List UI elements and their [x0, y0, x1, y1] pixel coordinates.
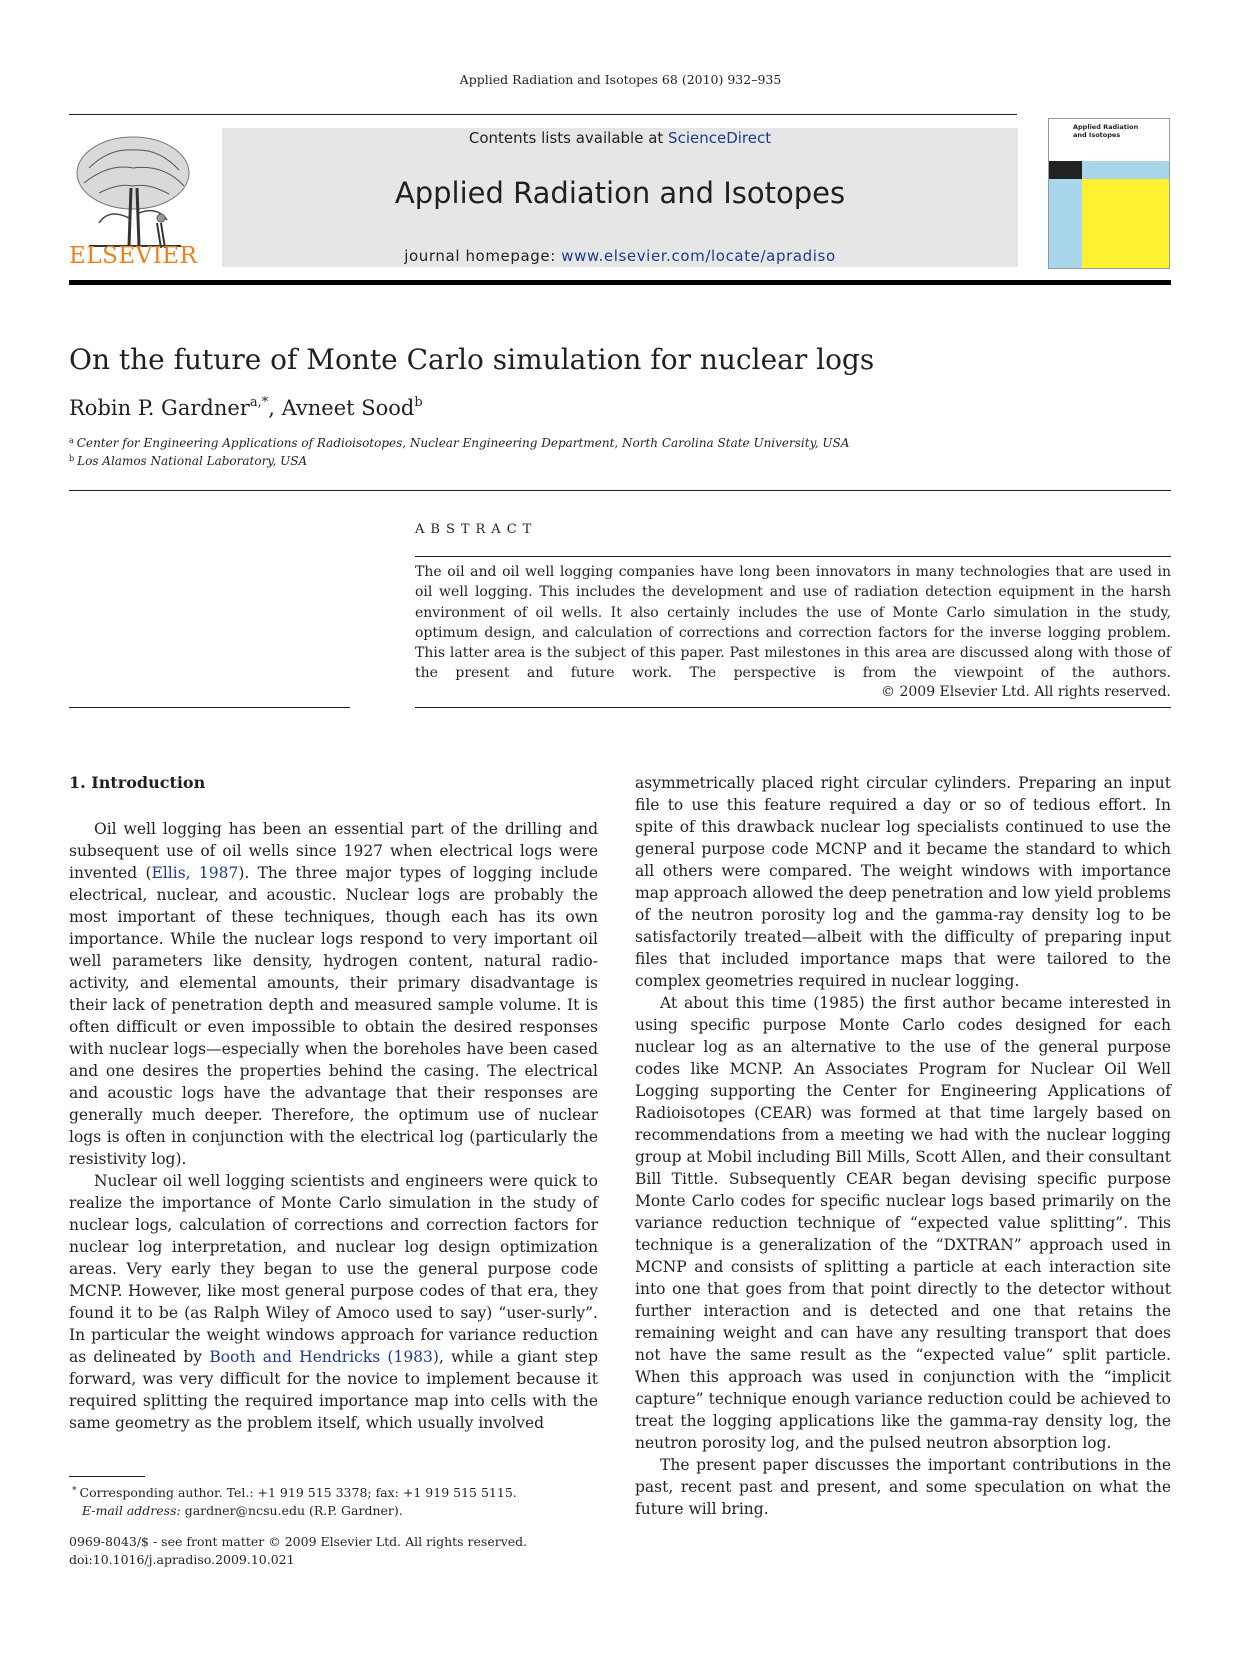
- homepage-line: [222, 247, 1018, 265]
- elsevier-wordmark[interactable]: ELSEVIER: [69, 243, 198, 269]
- article-info-rule: [69, 707, 350, 708]
- running-head: Applied Radiation and Isotopes 68 (2010) 932–935: [459, 72, 782, 87]
- body-column-left: [69, 818, 598, 1434]
- homepage-link[interactable]: www.elsevier.com/locate/apradiso: [561, 247, 836, 265]
- body-column-right: [635, 772, 1171, 1520]
- cover-band-blue-side: [1049, 179, 1082, 268]
- abstract-text: The oil and oil well logging companies have long been innovators in many technologies that are used in oil well logging. This includes the development and use of radiation detection equipment in the harsh environment of oil wells. It also certainly includes the use of Monte Carlo simulation in the study, optimum design, and calculation of corrections and correction factors for the inverse logging problem. This latter area is the subject of this paper. Past milestones in this area are discussed along with those of the present and future work. The perspective is from the viewpoint of the authors.: [415, 564, 1171, 682]
- paragraph-2: [69, 1170, 598, 1434]
- front-matter-info: [69, 1533, 527, 1569]
- abstract-heading: ABSTRACT: [415, 522, 538, 537]
- cover-title: Applied Radiation and Isotopes: [1073, 123, 1139, 139]
- author-2[interactable]: Avneet Sood: [281, 396, 415, 420]
- paragraph-5: The present paper discusses the important contributions in the past, recent past and present, and some speculation on what the future will bring.: [635, 1456, 1171, 1518]
- footnote-line-2: [82, 1502, 517, 1520]
- cover-band-dark: [1049, 161, 1082, 179]
- affiliation-b-mark: b: [69, 454, 75, 463]
- affiliation-b-text: Los Alamos National Laboratory, USA: [77, 454, 308, 468]
- affiliation-rule: [69, 490, 1171, 491]
- paragraph-3: asymmetrically placed right circular cylinders. Preparing an input file to use this feature required a day or so of tedious effort. In spite of this drawback nuclear log specialists continued to use the general purpose code MCNP and it became the standard to which all others were compared. The weight windows with importance map approach allowed the deep penetration and low yield problems of the neutron porosity log and the gamma-ray density log to be satisfactorily treated—albeit with the difficulty of preparing input files that included importance maps that were tailored to the complex geometries required in nuclear logging.: [635, 774, 1171, 990]
- footnote-rule: [69, 1476, 145, 1477]
- citation-booth-hendricks-1983[interactable]: Booth and Hendricks (1983): [209, 1348, 439, 1366]
- email-label: E-mail address:: [82, 1503, 185, 1518]
- affiliation-b: [69, 454, 307, 468]
- paragraph-2-text-a: Nuclear oil well logging scientists and engineers were quick to realize the importance of Monte Carlo simulation in the study of nuclear logs, calculation of corrections and correction factors for nuclear log interpretation, and nuclear log design optimization areas. Very early they began to use the general purpose code MCNP. However, like most general purpose codes of that era, they found it to be (as Ralph Wiley of Amoco used to say) “user-surly”. In particular the weight windows approach for variance reduction as delineated by: [69, 1172, 598, 1366]
- homepage-prefix: journal homepage:: [404, 247, 562, 265]
- paragraph-1-text-b: ). The three major types of logging include electrical, nuclear, and acoustic. Nuclear logs are probably the most important of these techniques, though each has its own importance. While the nuclear logs respond to very important oil well parameters like density, hydrogen content, natural radio-activity, and elemental amounts, their primary disadvantage is their lack of penetration depth and measured sample volume. It is often difficult or even impossible to obtain the desired responses with nuclear logs—especially when the boreholes have been cased and one desires the properties behind the casing. The electrical and acoustic logs have the advantage that their responses are generally much deeper. Therefore, the optimum use of nuclear logs is often in conjunction with the electrical log (particularly the resistivity log).: [69, 864, 598, 1168]
- masthead-thick-rule: [69, 280, 1171, 285]
- authors-line: [69, 395, 423, 420]
- affiliation-a-mark: a: [69, 436, 74, 445]
- cover-band-yellow: [1082, 179, 1169, 268]
- journal-cover-thumbnail[interactable]: [1048, 118, 1170, 269]
- corresponding-author-footnote: [72, 1482, 517, 1520]
- contents-prefix: Contents lists available at: [468, 129, 669, 147]
- article-title: On the future of Monte Carlo simulation for nuclear logs: [69, 343, 875, 376]
- footnote-contact: Corresponding author. Tel.: +1 919 515 3378; fax: +1 919 515 5115.: [79, 1485, 517, 1500]
- footnote-mark: *: [72, 1486, 77, 1496]
- paragraph-1: [69, 818, 598, 1170]
- citation-ellis-1987[interactable]: Ellis, 1987: [151, 864, 239, 882]
- paragraph-4: At about this time (1985) the first author became interested in using specific purpose Monte Carlo codes designed for each nuclear log as an alternative to the use of the general purpose codes like MCNP. An Associates Program for Nuclear Oil Well Logging supporting the Center for Engineering Applications of Radioisotopes (CEAR) was formed at that time largely based on recommendations from a meeting we had with the nuclear logging group at Mobil including Bill Mills, Scott Allen, and their consultant Bill Tittle. Subsequently CEAR began devising specific purpose Monte Carlo codes for specific nuclear logs based primarily on the variance reduction technique of “expected value splitting”. This technique is a generalization of the “DXTRAN” approach used in MCNP and consists of splitting a particle at each interaction site into one that goes from that point directly to the detector without further interaction and is detected and one that retains the remaining weight and can have any resulting transport that does not have the same result as the “expected value” split particle. When this approach was used in conjunction with the “implicit capture” technique enough variance reduction could be achieved to treat the logging applications like the gamma-ray density log, the neutron porosity log, and the pulsed neutron absorption log.: [635, 994, 1171, 1452]
- author-separator: ,: [268, 396, 282, 420]
- journal-title: Applied Radiation and Isotopes: [394, 176, 846, 210]
- abstract-top-rule: [415, 556, 1171, 557]
- email-address[interactable]: gardner@ncsu.edu (R.P. Gardner).: [184, 1503, 403, 1518]
- footnote-line-1: [72, 1482, 517, 1502]
- author-1-affiliation-mark[interactable]: a,*: [249, 395, 269, 410]
- author-2-affiliation-mark[interactable]: b: [414, 395, 423, 410]
- affiliation-a-text: Center for Engineering Applications of Radioisotopes, Nuclear Engineering Department, North Carolina State University, USA: [76, 436, 850, 450]
- paragraph-1-text-a: Oil well logging has been an essential part of the drilling and subsequent use of oil wells since 1927 when electrical logs were invented (: [69, 820, 598, 882]
- author-1[interactable]: Robin P. Gardner: [69, 396, 250, 420]
- contents-line: [222, 129, 1018, 147]
- abstract-bottom-rule: [415, 707, 1171, 708]
- doi-line[interactable]: doi:10.1016/j.apradiso.2009.10.021: [69, 1552, 295, 1567]
- section-heading-introduction: 1. Introduction: [69, 773, 206, 792]
- affiliation-a: [69, 436, 849, 450]
- abstract-copyright: © 2009 Elsevier Ltd. All rights reserved.: [881, 684, 1171, 700]
- sciencedirect-link[interactable]: ScienceDirect: [668, 129, 772, 147]
- paragraph-2-text-b: , while a giant step forward, was very difficult for the novice to implement because it required splitting the required importance map into cells with the same geometry as the problem itself, which usually involved: [69, 1348, 598, 1432]
- header-rule: [69, 114, 1017, 115]
- issn-line: 0969-8043/$ - see front matter © 2009 Elsevier Ltd. All rights reserved.: [69, 1534, 528, 1549]
